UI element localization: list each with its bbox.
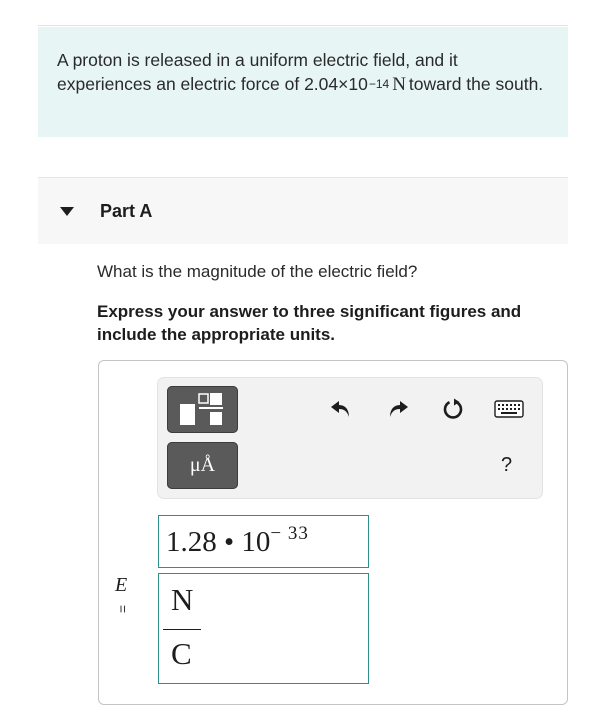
unit-numerator: N (171, 582, 194, 617)
force-unit: N (392, 74, 406, 95)
force-exponent: −14 (368, 77, 390, 91)
units-input[interactable] (158, 573, 369, 684)
answer-box (98, 360, 568, 705)
part-title: Part A (100, 201, 153, 221)
problem-text-before: A proton is released in a uniform electric field, and it experiences an electric force of 2.04×10 (57, 50, 458, 94)
reset-icon (441, 397, 465, 421)
undo-icon (329, 397, 353, 421)
fraction-bar (163, 629, 201, 630)
part-a-header[interactable] (38, 177, 568, 244)
equals-sign: = (115, 604, 132, 614)
problem-statement (38, 27, 568, 137)
question-text: What is the magnitude of the electric field? (97, 262, 418, 281)
keyboard-icon (494, 400, 524, 418)
answer-variable: E (115, 574, 128, 596)
collapse-caret-icon[interactable] (60, 207, 74, 216)
keyboard-button[interactable] (494, 396, 524, 422)
problem-text-after: toward the south. (408, 74, 544, 94)
redo-button[interactable] (385, 396, 411, 422)
top-divider (38, 25, 568, 26)
value-input[interactable] (158, 515, 369, 568)
value-exponent: − 33 (270, 523, 309, 544)
units-button[interactable]: μÅ (167, 442, 238, 489)
math-toolbar (157, 377, 543, 499)
value-mantissa: 1.28 • 10 (166, 526, 271, 558)
reset-button[interactable] (440, 396, 466, 422)
templates-icon (167, 386, 238, 433)
unit-denominator: C (171, 636, 192, 671)
help-icon[interactable]: ? (501, 454, 513, 476)
templates-button[interactable] (167, 386, 238, 433)
undo-button[interactable] (328, 396, 354, 422)
answer-instructions: Express your answer to three significant figures and include the appropriate units. (97, 302, 522, 344)
redo-icon (386, 397, 410, 421)
